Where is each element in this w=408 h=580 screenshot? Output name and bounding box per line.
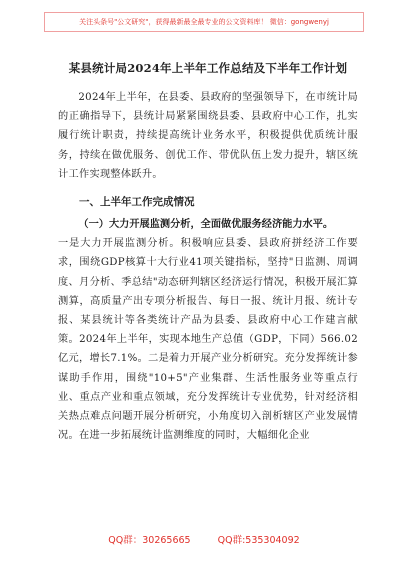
subsection-body: 一是大力开展监测分析。积极响应县委、县政府拼经济工作要求，围绕GDP核算十大行业41项关键指标，坚持"日监测、周调度、月分析、季总结"动态研判辖区经济运行情况，积极开展汇算测算，高质量产出专项分析报告、每日一报、统计月报、统计专报、某县统计等各类统计产品为县委、县政府中心工作建言献策。2024年上半年，实现本地生产总值（GDP，下同）566.02亿元，增长7.1%。二是着力开展产业分析研究。充分发挥统计参谋助手作用，围绕"10+5"产业集群、生活性服务业等重点行业、重点产业和重点领域，充分发挥统计专业优势，针对经济相关热点难点问题开展分析研究，小角度切入剖析辖区产业发展情况。在进一步拓展统计监测维度的同时，大幅细化企业 [58, 238, 358, 442]
intro-paragraph: 2024年上半年，在县委、县政府的坚强领导下，在市统计局的正确指导下，县统计局紧紧围绕县委、县政府中心工作，扎实履行统计职责，持续提高统计业务水平，积极提供优质统计服务，持续在做优服务、创优工作、带优队伍上发力提升，辖区统计工作实现整体跃升。 [58, 92, 358, 180]
top-banner [44, 12, 364, 32]
document-body [58, 60, 358, 445]
top-banner-text: 关注头条号"公文研究"，获得最新最全最专业的公文资料库！ 微信：gongwenyj [79, 18, 329, 26]
qq-group-2: QQ群:535304092 [217, 535, 300, 546]
bottom-banner [0, 532, 408, 546]
section-heading: 一、上半年工作完成情况 [79, 196, 195, 209]
subsection-heading: （一）大力开展监测分析，全面做优服务经济能力水平。 [78, 218, 334, 231]
qq-group-1: QQ群：30265665 [108, 535, 191, 546]
document-title: 某县统计局2024年上半年工作总结及下半年工作计划 [68, 61, 348, 75]
